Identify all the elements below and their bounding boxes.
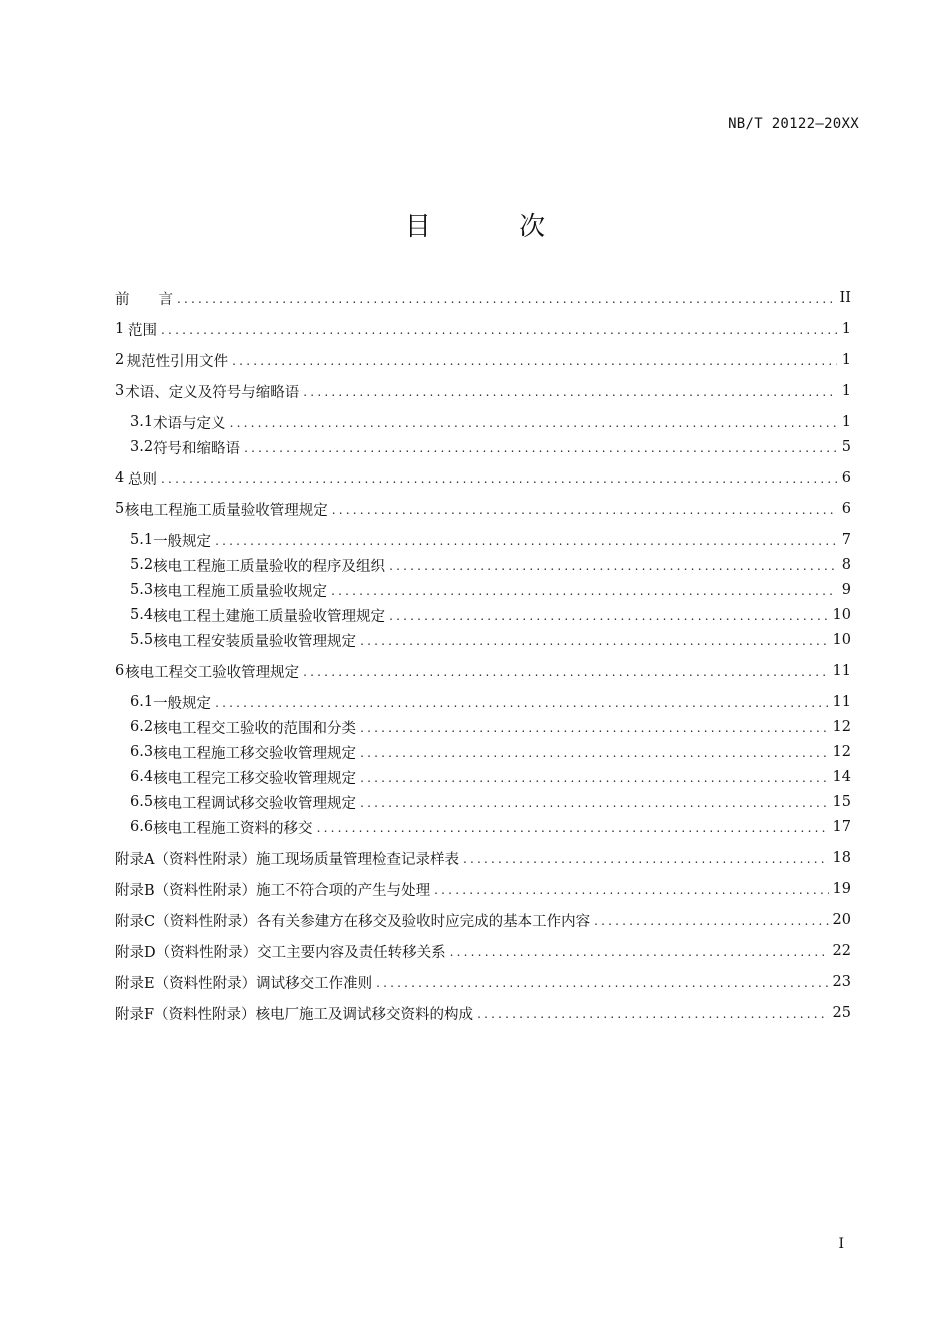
toc-entry-title: 核电工程调试移交验收管理规定 xyxy=(153,795,357,812)
toc-entry-number: 附录A（资料性附录） xyxy=(115,851,256,868)
toc-leader-dots xyxy=(332,503,837,517)
toc-entry[interactable] xyxy=(115,659,851,683)
toc-entry-number: 2 xyxy=(115,352,125,368)
toc-entry-number: 6.1 xyxy=(130,694,154,710)
toc-entry-page: 18 xyxy=(832,850,851,866)
toc-entry-page: 14 xyxy=(832,769,851,785)
toc-entry-number: 6 xyxy=(115,663,125,679)
toc-entry-page: 25 xyxy=(832,1005,851,1021)
toc-leader-dots xyxy=(317,821,829,835)
toc-entry-page: 1 xyxy=(841,383,851,399)
toc-entry-number: 5 xyxy=(115,501,125,517)
toc-entry-number: 6.2 xyxy=(130,719,154,735)
toc-entry-page: 1 xyxy=(841,414,851,430)
toc-leader-dots xyxy=(215,534,837,548)
toc-entry-number: 附录F（资料性附录） xyxy=(115,1006,256,1023)
toc-leader-dots xyxy=(177,292,836,306)
toc-entry[interactable] xyxy=(115,379,851,403)
toc-entry-title: 核电工程施工质量验收规定 xyxy=(153,583,328,600)
toc-entry-number: 5.3 xyxy=(130,582,154,598)
toc-entry-number: 3 xyxy=(115,383,125,399)
toc-leader-dots xyxy=(161,472,837,486)
toc-entry-title: 施工不符合项的产生与处理 xyxy=(256,882,431,899)
toc-entry-page: 11 xyxy=(832,694,851,710)
toc-entry[interactable] xyxy=(130,740,851,764)
toc-entry[interactable] xyxy=(115,970,851,994)
toc-entry[interactable] xyxy=(115,1001,851,1025)
toc-entry[interactable] xyxy=(115,348,851,372)
toc-entry-number: 6.6 xyxy=(130,819,154,835)
toc-entry[interactable] xyxy=(130,553,851,577)
toc-leader-dots xyxy=(376,976,828,990)
page-number: I xyxy=(838,1236,844,1252)
toc-entry-page: 5 xyxy=(841,439,851,455)
toc-entry-page: 11 xyxy=(832,663,851,679)
toc-leader-dots xyxy=(450,945,829,959)
toc-leader-dots xyxy=(161,323,837,337)
toc-entry-page: 17 xyxy=(832,819,851,835)
toc-entry-page: 6 xyxy=(841,470,851,486)
toc-entry-page: 6 xyxy=(841,501,851,517)
toc-leader-dots xyxy=(303,665,828,679)
toc-entry-number: 5.4 xyxy=(130,607,154,623)
toc-entry-number: 5.1 xyxy=(130,532,154,548)
toc-leader-dots xyxy=(360,721,828,735)
toc-entry-page: II xyxy=(839,290,851,306)
toc-entry[interactable] xyxy=(115,939,851,963)
toc-entry-page: 23 xyxy=(832,974,851,990)
toc-entry-number: 6.4 xyxy=(130,769,154,785)
toc-leader-dots xyxy=(232,354,837,368)
toc-entry-number: 5.2 xyxy=(130,557,154,573)
toc-entry-title: 范围 xyxy=(128,322,158,339)
toc-entry-page: 19 xyxy=(832,881,851,897)
toc-entry-title: 施工现场质量管理检查记录样表 xyxy=(255,851,459,868)
toc-entry-number: 3.2 xyxy=(130,439,154,455)
toc-entry-title: 核电工程施工移交验收管理规定 xyxy=(153,745,357,762)
toc-entry-page: 1 xyxy=(841,321,851,337)
toc-entry[interactable] xyxy=(130,435,851,459)
toc-leader-dots xyxy=(594,914,828,928)
toc-entry-title: 核电工程完工移交验收管理规定 xyxy=(153,770,357,787)
toc-entry-page: 15 xyxy=(832,794,851,810)
toc-entry-number: 5.5 xyxy=(130,632,154,648)
toc-entry-title: 术语、定义及符号与缩略语 xyxy=(125,384,300,401)
toc-entry-number: 3.1 xyxy=(130,414,154,430)
toc-entry[interactable] xyxy=(130,815,851,839)
toc-leader-dots xyxy=(360,796,828,810)
toc-entry[interactable] xyxy=(115,846,851,870)
toc-entry-title: 各有关参建方在移交及验收时应完成的基本工作内容 xyxy=(256,913,591,930)
toc-entry-title: 核电工程交工验收管理规定 xyxy=(125,664,300,681)
toc-leader-dots xyxy=(434,883,828,897)
toc-entry-page: 22 xyxy=(832,943,851,959)
toc-entry[interactable] xyxy=(130,528,851,552)
toc-entry[interactable] xyxy=(115,286,851,310)
toc-entry-title: 调试移交工作准则 xyxy=(256,975,373,992)
toc-entry[interactable] xyxy=(130,578,851,602)
toc-leader-dots xyxy=(303,385,837,399)
toc-entry[interactable] xyxy=(130,765,851,789)
toc-entry-title: 符号和缩略语 xyxy=(153,440,241,457)
toc-leader-dots xyxy=(331,584,837,598)
toc-entry-title: 核电工程施工资料的移交 xyxy=(153,820,313,837)
toc-entry-page: 10 xyxy=(832,632,851,648)
toc-entry-number: 附录E（资料性附录） xyxy=(115,975,257,992)
toc-entry-title: 核电工程施工质量验收的程序及组织 xyxy=(153,558,386,575)
toc-entry-title: 核电工程施工质量验收管理规定 xyxy=(124,502,328,519)
standard-code: NB/T 20122—20XX xyxy=(728,116,859,132)
toc-leader-dots xyxy=(463,852,829,866)
toc-leader-dots xyxy=(360,746,828,760)
toc-entry-number: 附录D（资料性附录） xyxy=(115,944,258,961)
toc-leader-dots xyxy=(477,1007,828,1021)
toc-entry-number: 1 xyxy=(115,321,125,337)
toc-entry[interactable] xyxy=(115,497,851,521)
toc-entry[interactable] xyxy=(130,603,851,627)
toc-leader-dots xyxy=(389,559,837,573)
toc-entry[interactable] xyxy=(115,877,851,901)
toc-entry-number: 附录B（资料性附录） xyxy=(115,882,257,899)
toc-entry-page: 8 xyxy=(841,557,851,573)
toc-entry[interactable] xyxy=(130,628,851,652)
toc-entry-number: 附录C（资料性附录） xyxy=(115,913,257,930)
toc-entry[interactable] xyxy=(130,790,851,814)
toc-entry-title: 术语与定义 xyxy=(153,415,226,432)
toc-entry[interactable] xyxy=(115,908,851,932)
toc-entry[interactable] xyxy=(130,715,851,739)
toc-entry-title: 交工主要内容及责任转移关系 xyxy=(257,944,446,961)
toc-entry-page: 1 xyxy=(841,352,851,368)
toc-entry-page: 7 xyxy=(841,532,851,548)
toc-entry[interactable] xyxy=(115,317,851,341)
toc-entry-page: 12 xyxy=(832,744,851,760)
toc-entry-title: 前 言 xyxy=(115,291,173,308)
toc-entry-title: 总则 xyxy=(128,471,158,488)
toc-entry-title: 一般规定 xyxy=(153,695,212,712)
toc-entry[interactable] xyxy=(115,466,851,490)
toc-entry[interactable] xyxy=(130,410,851,434)
page-title: 目 次 xyxy=(404,212,586,242)
toc-leader-dots xyxy=(389,609,828,623)
toc-entry-number: 6.3 xyxy=(130,744,154,760)
toc-entry[interactable] xyxy=(130,690,851,714)
toc-entry-number: 4 xyxy=(115,470,125,486)
toc-entry-title: 核电厂施工及调试移交资料的构成 xyxy=(255,1006,474,1023)
toc-entry-page: 20 xyxy=(832,912,851,928)
toc-entry-page: 10 xyxy=(832,607,851,623)
toc-leader-dots xyxy=(360,634,828,648)
toc-leader-dots xyxy=(244,441,837,455)
toc-entry-title: 一般规定 xyxy=(153,533,212,550)
toc-entry-title: 核电工程交工验收的范围和分类 xyxy=(153,720,357,737)
toc-entry-number: 6.5 xyxy=(130,794,154,810)
toc-leader-dots xyxy=(360,771,828,785)
toc-entry-page: 12 xyxy=(832,719,851,735)
toc-leader-dots xyxy=(215,696,828,710)
toc-leader-dots xyxy=(230,416,837,430)
toc-entry-title: 核电工程土建施工质量验收管理规定 xyxy=(153,608,386,625)
toc-entry-title: 核电工程安装质量验收管理规定 xyxy=(153,633,357,650)
toc-entry-title: 规范性引用文件 xyxy=(126,353,229,370)
toc-entry-page: 9 xyxy=(841,582,851,598)
